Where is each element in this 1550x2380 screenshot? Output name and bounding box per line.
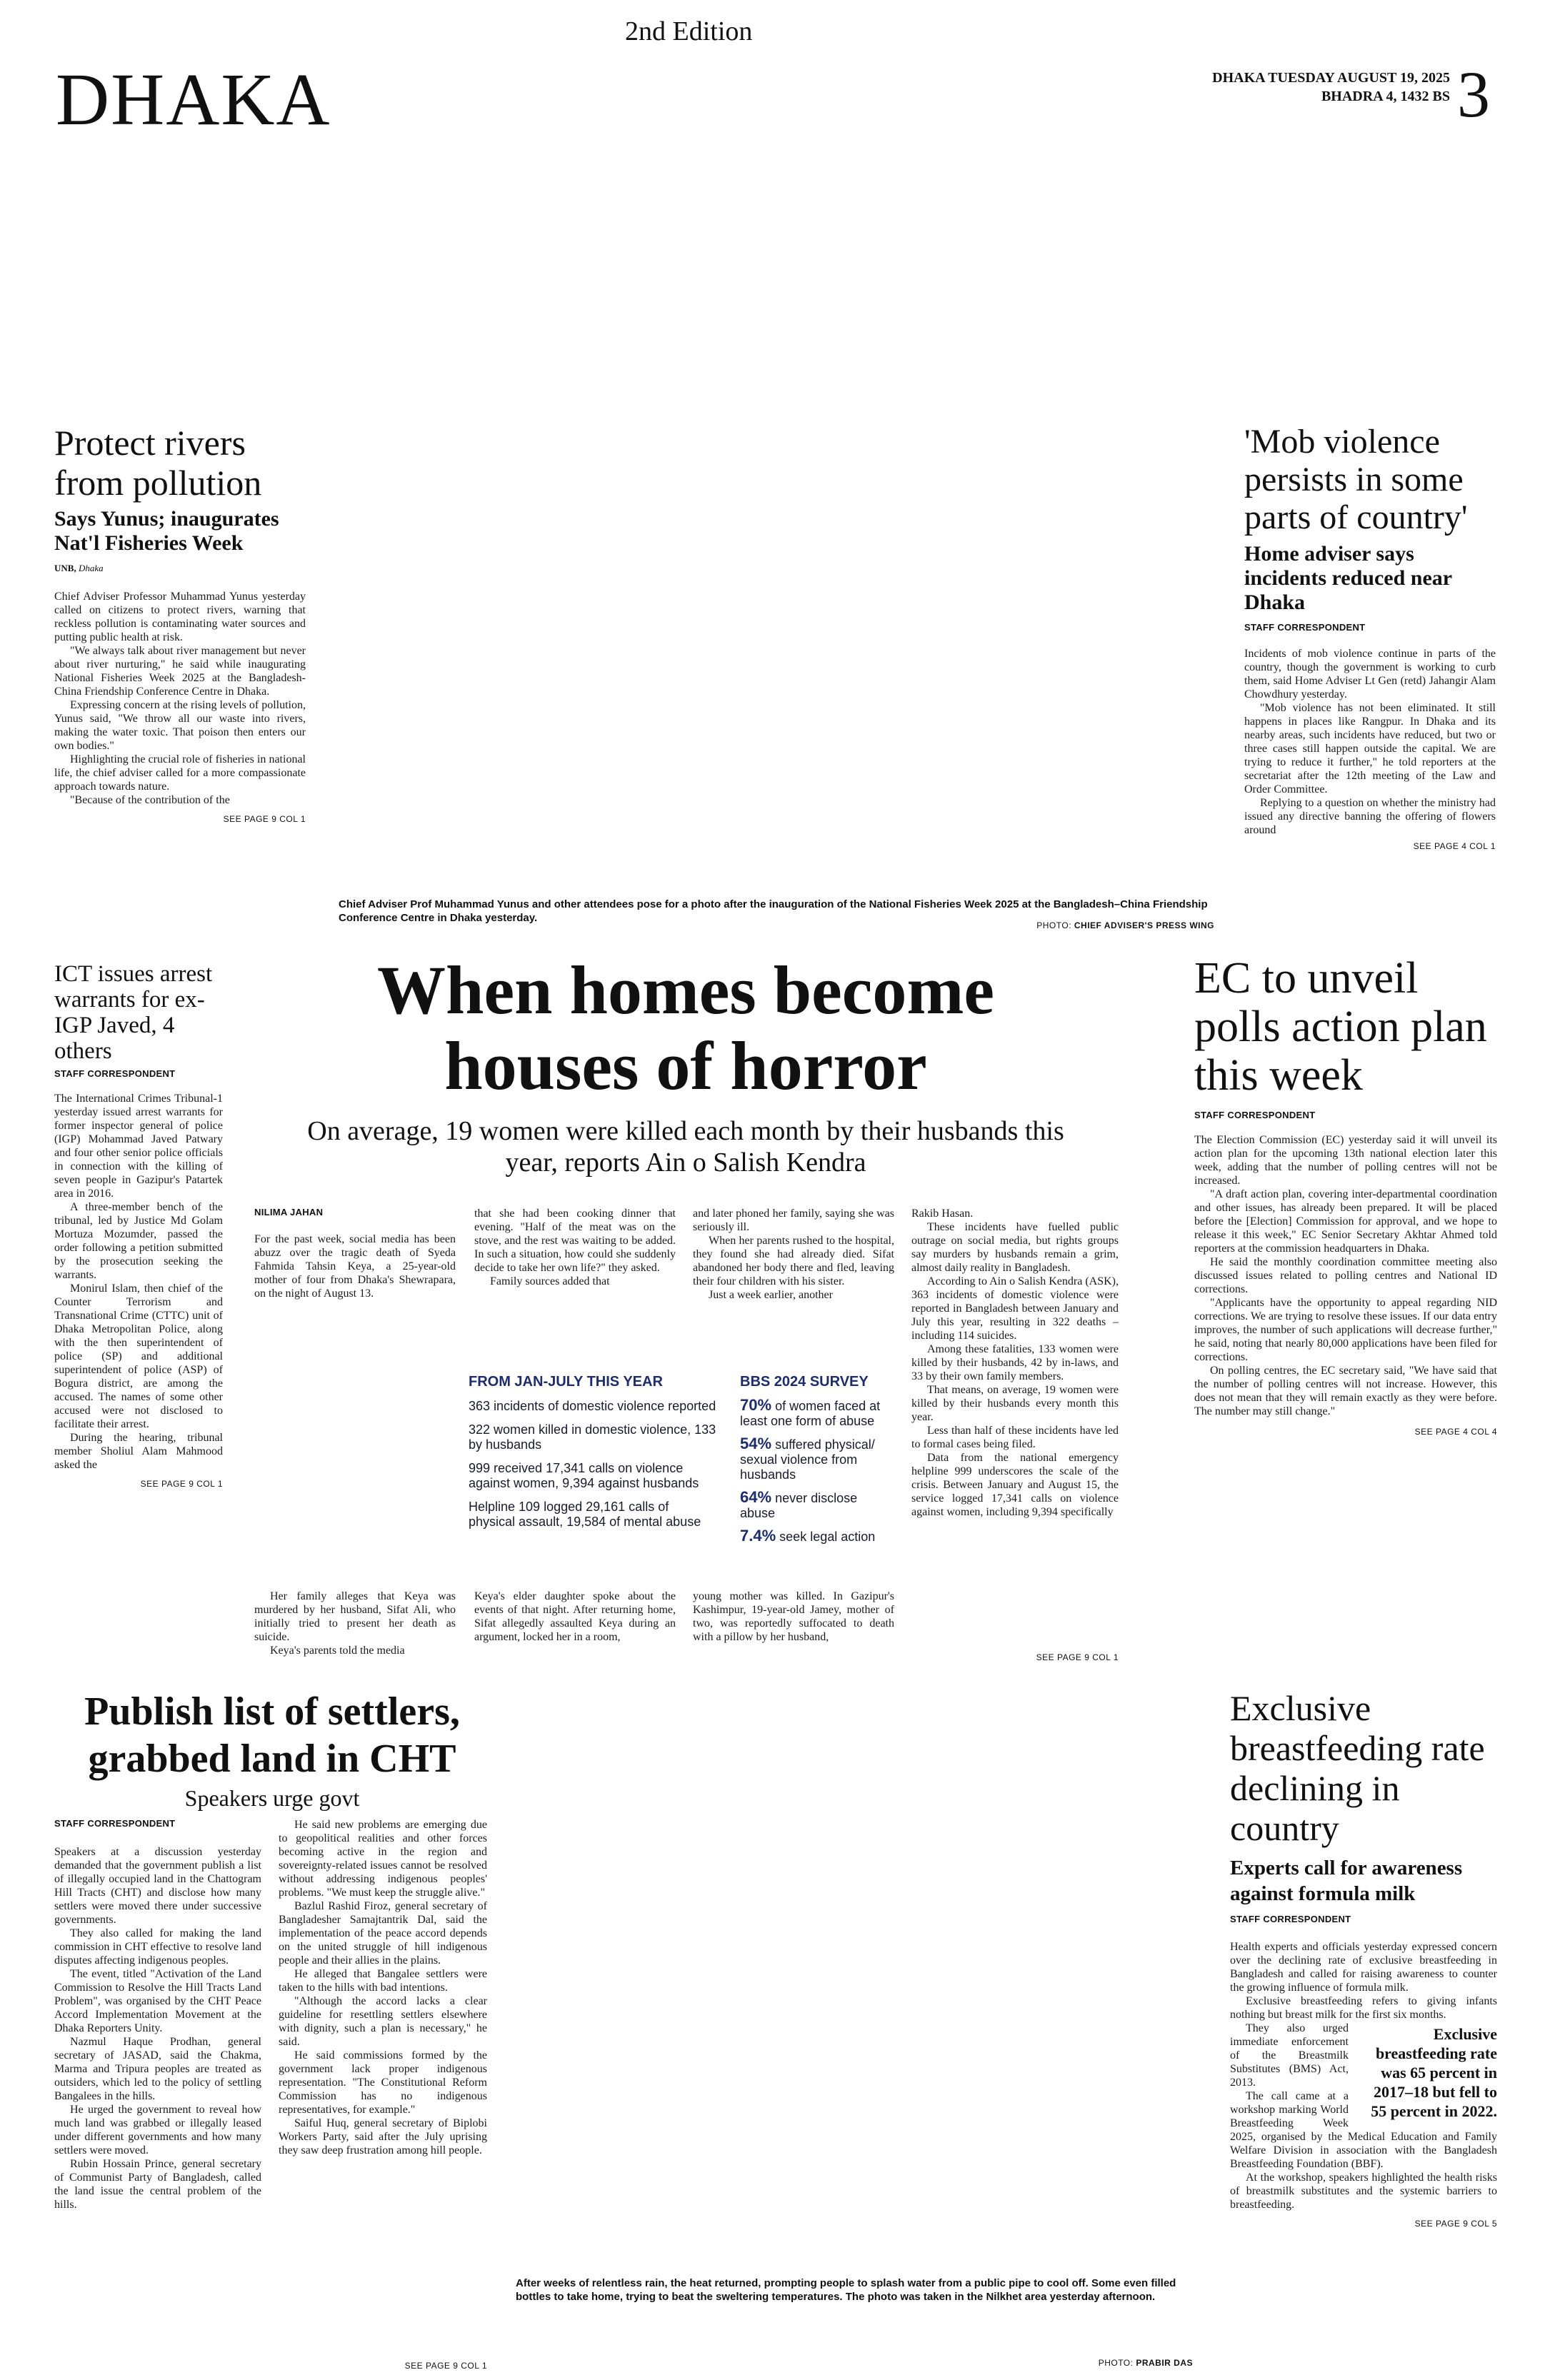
paragraph: The call came at a workshop marking World Breastfeeding Week 2025, organised by the Medical Education and Family Welfare Division in association with the Bangladesh Breastfeeding Foundation (BBF). [1230, 2090, 1497, 2170]
paragraph: Bazlul Rashid Firoz, general secretary of Bangladesher Samajtantrik Dal, said the implementation of the peace accord depends on the united struggle of hill indigenous people and their allies in the plains. [279, 1900, 487, 1967]
lead-col3-top [693, 1207, 894, 1302]
paragraph: that she had been cooking dinner that evening. "Half of the meat was on the stove, and the rest was waiting to be added. In such a situation, how could she suddenly decide to take her own life?" they asked. [474, 1207, 676, 1274]
paragraph: A three-member bench of the tribunal, led by Justice Md Golam Mortuza Mozumder, passed the order following a petition submitted by the prosecution seeking the warrants. [54, 1201, 223, 1281]
paragraph: Among these fatalities, 133 women were killed by their husbands, 42 by in-laws, and 33 by their own family members. [911, 1343, 1119, 1382]
ict-see-page[interactable]: SEE PAGE 9 COL 1 [140, 1479, 223, 1489]
breastfeeding-headline: Exclusive breastfeeding rate declining in country [1230, 1688, 1485, 1848]
stat-text: of women faced at least one form of abuse [740, 1399, 881, 1428]
paragraph: At the workshop, speakers highlighted the health risks of breastmilk substitutes and the systemic barriers to breastfeeding. [1230, 2171, 1497, 2211]
mob-headline: 'Mob violence persists in some parts of country' [1244, 423, 1468, 536]
paragraph: He said commissions formed by the government lack proper indigenous representation. "The Constitutional Reform Commission has no indigenous representatives, for example." [279, 2049, 487, 2116]
lead-col2-bottom [474, 1590, 676, 1644]
pullquote: Exclusive breastfeeding rate was 65 percent in 2017–18 but fell to 55 percent in 2022. [1371, 2025, 1497, 2120]
paragraph: These incidents have fuelled public outrage on social media, but rights groups say murders by husbands remain a grim, almost daily reality in Bangladesh. [911, 1221, 1119, 1274]
paragraph: Monirul Islam, then chief of the Counter Terrorism and Transnational Crime (CTTC) unit of Dhaka Metropolitan Police, along with the then superintendent of police (SP) and additional superintendent of police (ASP) of Bogura district, are among the accused. The names of some other accused were not disclosed to facilitate their arrest. [54, 1282, 223, 1430]
paragraph: Incidents of mob violence continue in parts of the country, though the government is working to curb them, said Home Adviser Lt Gen (retd) Jahangir Alam Chowdhury yesterday. [1244, 648, 1496, 701]
paragraph: Her family alleges that Keya was murdered by her husband, Sifat Ali, who initially tried to present her death as suicide. [254, 1590, 456, 1643]
paragraph: and later phoned her family, saying she was seriously ill. [693, 1207, 894, 1233]
paragraph: He urged the government to reveal how much land was grabbed or illegally leased under different governments and how many settlers were moved. [54, 2104, 261, 2156]
lead-subhead: On average, 19 women were killed each month by their husbands this year, reports Ain o Salish Kendra [307, 1116, 1064, 1178]
breastfeeding-story [1230, 1688, 1497, 2229]
paragraph: When her parents rushed to the hospital, they found she had already died. Sifat abandoned her body there and fled, leaving their four children with his sister. [693, 1235, 894, 1287]
lead-stats-box-right [740, 1374, 883, 1545]
paragraph: On polling centres, the EC secretary said, "We have said that the number of polling centres will not increase. However, this does not mean that they will remain exactly as they were before. The number may still change." [1194, 1365, 1497, 1417]
paragraph: Just a week earlier, another [709, 1289, 833, 1301]
cht-byline: STAFF CORRESPONDENT [54, 1818, 176, 1829]
paragraph: They also called for making the land commission in CHT effective to resolve land disputes affecting indigenous peoples. [54, 1927, 261, 1967]
paragraph: Data from the national emergency helpline 999 underscores the scale of the crisis. Between January and August 15, the service logged 17,341 calls on violence against women, including 9,394 specifically [911, 1452, 1119, 1518]
paragraph: Less than half of these incidents have led to formal cases being filed. [911, 1425, 1119, 1450]
lead-see-page[interactable]: SEE PAGE 9 COL 1 [1036, 1652, 1119, 1662]
top-photo-caption: Chief Adviser Prof Muhammad Yunus and other attendees pose for a photo after the inauguration of the National Fisheries Week 2025 at the Bangladesh–China Friendship Conference Centre in Dhaka yesterday. [339, 898, 1208, 924]
rivers-headline: Protect rivers from pollution [54, 423, 262, 503]
paragraph: Expressing concern at the rising levels of pollution, Yunus said, "We throw all our waste into rivers, making the water toxic. That poison then enters our own bodies." [54, 699, 306, 752]
mob-story [1244, 423, 1496, 851]
paragraph: Rakib Hasan. [911, 1207, 974, 1220]
paragraph: The event, titled "Activation of the Land Commission to Resolve the Hill Tracts Land Problem", was organised by the CHT Peace Accord Implementation Movement at the Dhaka Reporters Unity. [54, 1968, 261, 2034]
stat-item [740, 1490, 883, 1521]
stat-item [740, 1397, 883, 1429]
dateline: DHAKA TUESDAY AUGUST 19, 2025 [1212, 70, 1450, 86]
paragraph: "Although the accord lacks a clear guideline for resettling settlers elsewhere with dignity, such a plan is necessary," he said. [279, 1995, 487, 2048]
ict-story [54, 961, 223, 1489]
page-number: 3 [1457, 58, 1490, 131]
paragraph: "Because of the contribution of the [70, 794, 230, 806]
paragraph: Highlighting the crucial role of fisheries in national life, the chief adviser called for a more compassionate approach towards nature. [54, 753, 306, 793]
bottom-photo-credit [929, 2358, 1193, 2368]
paragraph: He said the monthly coordination committee meeting also discussed issues related to polling centres and National ID corrections. [1194, 1256, 1497, 1295]
mob-see-page[interactable]: SEE PAGE 4 COL 1 [1413, 841, 1496, 851]
bangla-date: BHADRA 4, 1432 BS [1321, 89, 1450, 104]
paragraph: That means, on average, 19 women were killed by their husbands every month this year. [911, 1384, 1119, 1423]
cht-subhead: Speakers urge govt [184, 1785, 360, 1811]
edition-label: 2nd Edition [625, 16, 753, 46]
lead-col1-bottom [254, 1590, 456, 1657]
stat-item: 322 women killed in domestic violence, 133 by husbands [469, 1422, 716, 1452]
stat-item [740, 1436, 883, 1482]
paragraph: Rubin Hossain Prince, general secretary of Communist Party of Bangladesh, called the land issue the central problem of the hills. [54, 2158, 261, 2211]
paragraph: "Mob violence has not been eliminated. It still happens in places like Rangpur. In Dhaka and its nearby areas, such incidents have reduced, but two or three cases still happen outside the capital. We are trying to reduce it further," he told reporters at the secretariat after the 12th meeting of the Law and Order Committee. [1244, 702, 1496, 795]
breastfeeding-see-page[interactable]: SEE PAGE 9 COL 5 [1414, 2219, 1497, 2229]
stat-text: seek legal action [779, 1530, 876, 1544]
paragraph: Exclusive breastfeeding refers to giving infants nothing but breast milk for the first six months. [1230, 1995, 1497, 2021]
paragraph: Speakers at a discussion yesterday demanded that the government publish a list of illegally occupied land in the Chattogram Hill Tracts (CHT) and disclose how many settlers were moved there under successive governments. [54, 1846, 261, 1926]
ec-body [1194, 1133, 1497, 1418]
credit-label: PHOTO: [1036, 920, 1072, 930]
lead-col4 [911, 1207, 1119, 1519]
ec-see-page[interactable]: SEE PAGE 4 COL 4 [1414, 1427, 1497, 1437]
lead-col1-top [254, 1232, 456, 1300]
paragraph: Family sources added that [490, 1275, 610, 1287]
stat-text: never disclose abuse [740, 1491, 858, 1520]
paragraph: Replying to a question on whether the ministry had issued any directive banning the offering of flowers around [1244, 797, 1496, 836]
paragraph: They also urged immediate enforcement of the Breastmilk Substitutes (BMS) Act, 2013. [1230, 2022, 1349, 2089]
mob-body [1244, 647, 1496, 837]
paragraph: "We always talk about river management but never about river nurturing," he said while inaugurating National Fisheries Week 2025 at the Bangladesh-China Friendship Conference Centre in Dhaka. [54, 645, 306, 698]
paragraph: "A draft action plan, covering inter-departmental coordination and other issues, has already been prepared. It will be placed before the [Election] Commission for approval, and we hope to release it this week," EC Senior Secretary Akhtar Ahmed told reporters at the commission headquarters in Dhaka. [1194, 1188, 1497, 1255]
lead-byline: NILIMA JAHAN [254, 1207, 324, 1217]
stat-percent: 70% [740, 1396, 772, 1414]
paragraph: Saiful Huq, general secretary of Biplobi Workers Party, said after the July uprising they saw deep frustration among hill people. [279, 2117, 487, 2156]
paragraph: Health experts and officials yesterday expressed concern over the declining rate of exclusive breastfeeding in Bangladesh and called for raising awareness to counter the growing influence of formula milk. [1230, 1941, 1497, 1994]
top-photo [329, 143, 1221, 893]
lead-col3-bottom [693, 1590, 894, 1644]
rivers-body [54, 590, 306, 807]
ict-headline: ICT issues arrest warrants for ex-IGP Javed, 4 others [54, 961, 213, 1064]
paragraph: "Applicants have the opportunity to appeal regarding NID corrections. We are trying to resolve these issues. If our data entry improves, the number of such applications will decrease further," he said, noting that nearly 80,000 applications have been filed for corrections. [1194, 1297, 1497, 1363]
breastfeeding-body [1230, 1940, 1497, 2211]
ec-headline: EC to unveil polls action plan this week [1194, 954, 1487, 1100]
paragraph: Nazmul Haque Prodhan, general secretary of JASAD, said the Chakma, Marma and Tripura peoples are treated as outsiders, which led to the policy of settling Bangalees in the hills. [54, 2036, 261, 2102]
stat-percent: 54% [740, 1435, 772, 1452]
rivers-see-page[interactable]: SEE PAGE 9 COL 1 [223, 814, 306, 824]
mob-byline: STAFF CORRESPONDENT [1244, 622, 1366, 633]
bottom-photo [511, 1685, 1219, 2271]
stat-item: 999 received 17,341 calls on violence against women, 9,394 against husbands [469, 1461, 699, 1490]
cht-col1 [54, 1845, 261, 2211]
rivers-subhead: Says Yunus; inaugurates Nat'l Fisheries Week [54, 507, 279, 555]
rivers-story [54, 423, 306, 824]
ict-body [54, 1092, 223, 1472]
cht-see-page[interactable]: SEE PAGE 9 COL 1 [404, 2361, 487, 2371]
paragraph: He said new problems are emerging due to geopolitical realities and other forces becoming active in the region and sovereignty-related issues cannot be resolved without addressing indigenous peoples' problems. "We must keep the struggle alive." [279, 1819, 487, 1899]
paragraph: The International Crimes Tribunal-1 yesterday issued arrest warrants for former inspector general of police (IGP) Mohammad Javed Patwary and four other senior police officials in connection with the killing of seven people in Gazipur's Patartek area in 2016. [54, 1093, 223, 1200]
stats-left-title: FROM JAN-JULY THIS YEAR [469, 1374, 663, 1390]
paragraph: During the hearing, tribunal member Sholiul Alam Mahmood asked the [54, 1432, 223, 1471]
stat-item: 363 incidents of domestic violence reported [469, 1399, 716, 1413]
paragraph: According to Ain o Salish Kendra (ASK), 363 incidents of domestic violence were reported in Bangladesh between January and July this year, resulting in 322 deaths – including 114 suicides. [911, 1275, 1119, 1342]
byline-agency: UNB, [54, 563, 76, 573]
paragraph: Keya's elder daughter spoke about the events of that night. After returning home, Sifat allegedly assaulted Keya during an argument, locked her in a room, [474, 1590, 676, 1643]
bottom-photo-caption: After weeks of relentless rain, the heat returned, prompting people to splash water from a public pipe to cool off. Some even filled bottles to take home, trying to beat the sweltering temperatures. The photo was taken in the Nilkhet area yesterday afternoon. [516, 2277, 1176, 2303]
credit-name: CHIEF ADVISER'S PRESS WING [1074, 920, 1214, 930]
lead-col2-top [474, 1207, 676, 1288]
breastfeeding-subhead: Experts call for awareness against formula milk [1230, 1857, 1463, 1905]
lead-stats-box-left [469, 1374, 719, 1530]
credit-label: PHOTO: [1098, 2358, 1134, 2368]
paragraph: For the past week, social media has been abuzz over the tragic death of Syeda Fahmida Tahsin Keya, a 25-year-old mother of four from Dhaka's Shewrapara, on the night of August 13. [254, 1233, 456, 1300]
paragraph: Chief Adviser Professor Muhammad Yunus yesterday called on citizens to protect rivers, warning that reckless pollution is contaminating water sources and putting public health at risk. [54, 591, 306, 643]
stat-percent: 64% [740, 1488, 772, 1506]
ict-byline: STAFF CORRESPONDENT [54, 1068, 176, 1079]
paragraph: The Election Commission (EC) yesterday said it will unveil its action plan for the upcoming 13th national election later this week, adding that the number of polling centres will not be increased. [1194, 1134, 1497, 1187]
lead-headline: When homes become houses of horror [377, 952, 994, 1104]
paragraph: He alleged that Bangalee settlers were taken to the hills with bad intentions. [279, 1968, 487, 1994]
credit-name: PRABIR DAS [1136, 2358, 1193, 2368]
stat-item [740, 1528, 883, 1545]
top-photo-credit [929, 920, 1214, 930]
cht-col2 [279, 1818, 487, 2157]
stat-text: suffered physical/ sexual violence from husbands [740, 1437, 875, 1482]
rivers-byline [54, 563, 306, 574]
paragraph: Keya's parents told the media [270, 1645, 405, 1657]
ec-story [1194, 954, 1497, 1437]
section-title: DHAKA [56, 59, 331, 141]
breastfeeding-byline: STAFF CORRESPONDENT [1230, 1914, 1351, 1924]
stat-item: Helpline 109 logged 29,161 calls of physical assault, 19,584 of mental abuse [469, 1500, 701, 1529]
stats-right-title: BBS 2024 SURVEY [740, 1374, 869, 1390]
paragraph: young mother was killed. In Gazipur's Kashimpur, 19-year-old Jamey, mother of two, was reportedly suffocated to death with a pillow by her husband, [693, 1590, 894, 1643]
stat-percent: 7.4% [740, 1527, 776, 1545]
ec-byline: STAFF CORRESPONDENT [1194, 1110, 1316, 1120]
mob-subhead: Home adviser says incidents reduced near Dhaka [1244, 542, 1452, 614]
byline-place: Dhaka [78, 563, 104, 573]
cht-headline: Publish list of settlers, grabbed land in CHT [84, 1689, 460, 1781]
